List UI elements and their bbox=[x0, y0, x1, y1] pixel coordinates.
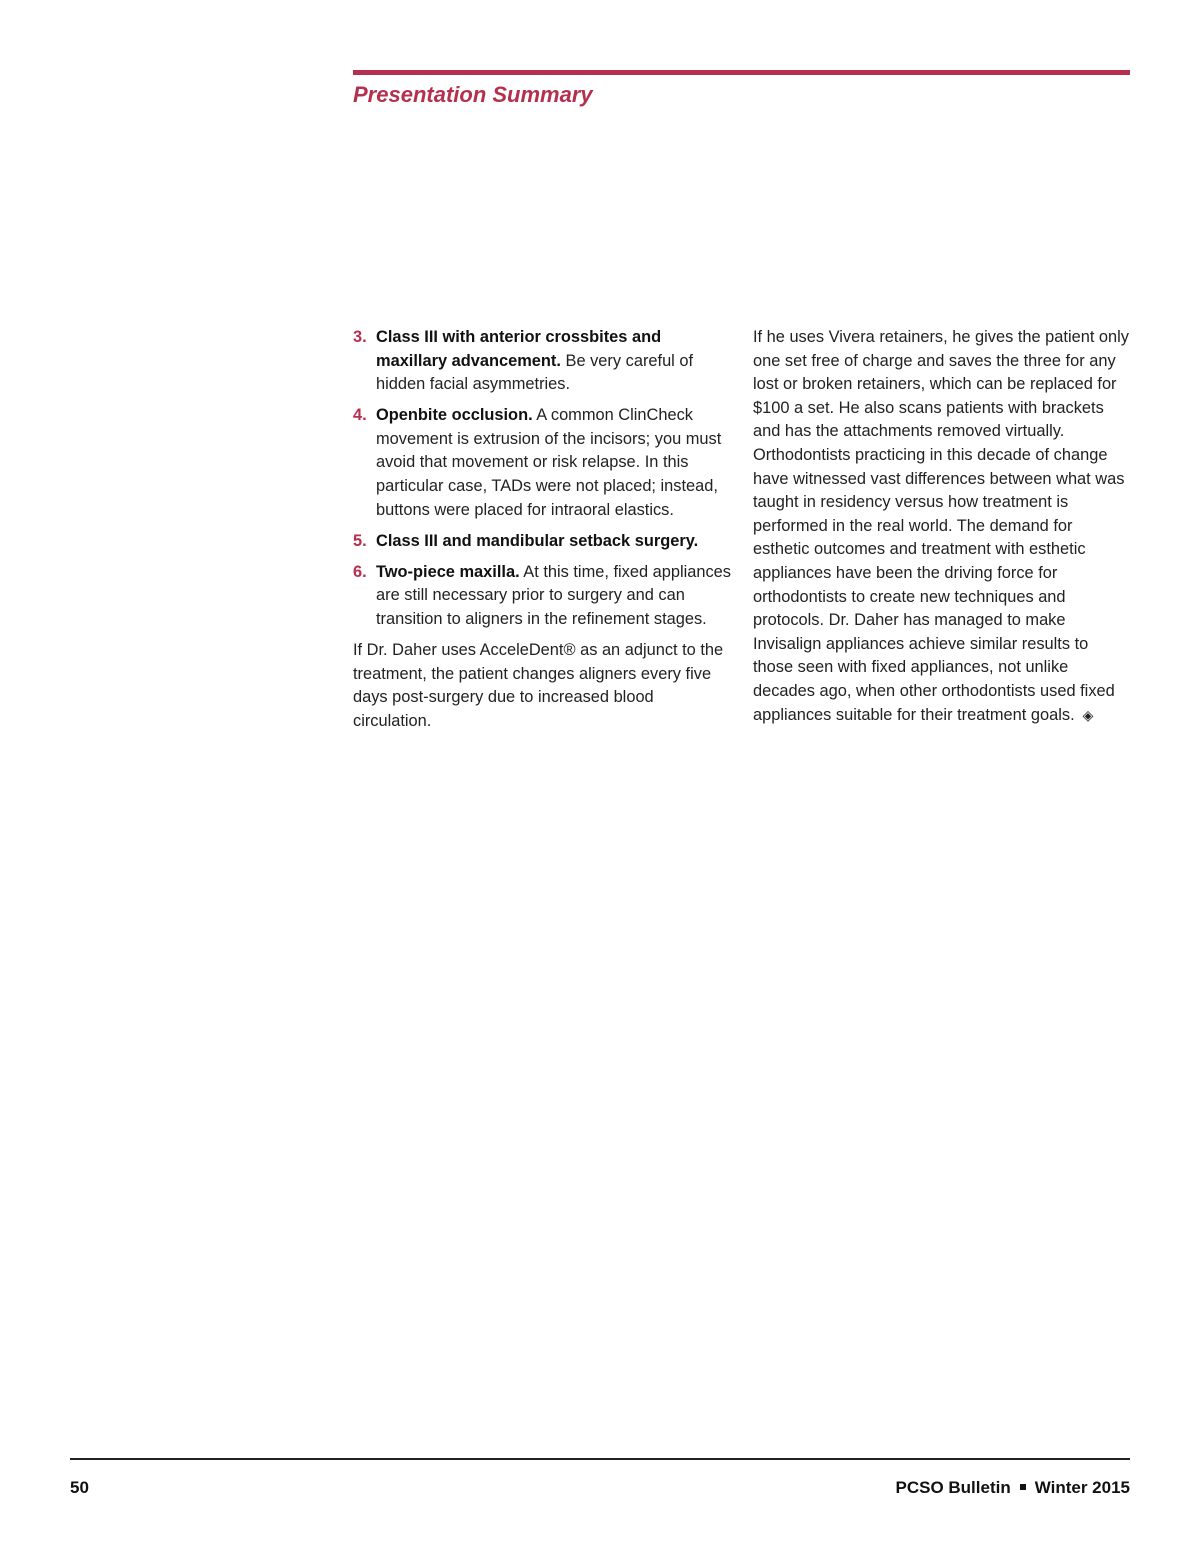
list-item-lead: Openbite occlusion. bbox=[376, 406, 533, 425]
list-item bbox=[353, 326, 731, 397]
right-column bbox=[753, 326, 1130, 727]
issue-label: Winter 2015 bbox=[1034, 1478, 1130, 1497]
list-item-lead: Two-piece maxilla. bbox=[376, 562, 520, 581]
list-item-text: A common ClinCheck movement is extrusion of the incisors; you must avoid that movement or risk relapse. In this particular case, TADs were not placed; instead, buttons were placed for intraoral elastics. bbox=[376, 406, 722, 519]
list-item-lead: Class III with anterior crossbites and maxillary advancement. bbox=[376, 328, 662, 370]
list-item-text: Be very careful of hidden facial asymmetries. bbox=[376, 351, 694, 394]
list-number: 5. bbox=[353, 531, 367, 550]
body-paragraph: If he uses Vivera retainers, he gives the patient only one set free of charge and saves the three for any lost or broken retainers, which can be replaced for $100 a set. He also scans patients with brackets and has the attachments removed virtually. bbox=[753, 328, 1129, 441]
list-number: 4. bbox=[353, 406, 367, 425]
body-paragraph: If Dr. Daher uses AcceleDent® as an adjunct to the treatment, the patient changes aligners every five days post-surgery due to increased blood circulation. bbox=[353, 641, 724, 730]
footer-rule bbox=[70, 1458, 1130, 1460]
list-number: 6. bbox=[353, 562, 367, 581]
list-number: 3. bbox=[353, 328, 367, 346]
section-header-rule bbox=[353, 70, 1130, 75]
list-item bbox=[353, 561, 731, 632]
numbered-list bbox=[353, 326, 731, 632]
closing-text: Orthodontists practicing in this decade of change have witnessed vast differences between what was taught in residency versus how treatment is performed in the real world. The demand for esthetic outcomes and treatment with esthetic appliances have been the driving force for orthodontists to create new techniques and protocols. Dr. Daher has managed to make Invisalign appliances achieve similar results to those seen with fixed appliances, not unlike decades ago, when other orthodontists used fixed appliances suitable for their treatment goals. bbox=[753, 445, 1125, 724]
publication-footer bbox=[895, 1478, 1130, 1498]
body-paragraph-closing bbox=[753, 444, 1130, 727]
end-of-article-icon: ◈ bbox=[1082, 706, 1094, 723]
left-column bbox=[353, 326, 731, 734]
list-item bbox=[353, 530, 731, 554]
square-separator-icon bbox=[1020, 1484, 1026, 1490]
publication-name: PCSO Bulletin bbox=[895, 1478, 1011, 1497]
page-number: 50 bbox=[70, 1478, 89, 1497]
list-item bbox=[353, 404, 731, 522]
list-item-lead: Class III and mandibular setback surgery. bbox=[376, 531, 699, 550]
list-item-text: At this time, fixed appliances are still necessary prior to surgery and can transition to aligners in the refinement stages. bbox=[376, 562, 731, 629]
section-title: Presentation Summary bbox=[353, 82, 593, 107]
